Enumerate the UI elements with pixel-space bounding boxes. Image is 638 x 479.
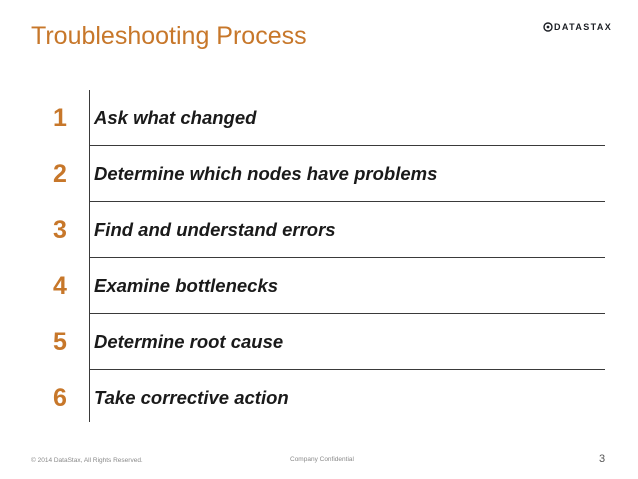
step-number: 1 [53, 104, 67, 132]
step-label: Ask what changed [94, 107, 257, 128]
step-label: Take corrective action [94, 387, 289, 408]
step-row-4 [0, 258, 638, 314]
step-number: 2 [53, 160, 67, 188]
step-number: 5 [53, 328, 67, 356]
step-row-2 [0, 146, 638, 202]
step-row-1 [0, 90, 638, 146]
step-label: Find and understand errors [94, 219, 336, 240]
step-row-6 [0, 370, 638, 426]
logo-wordmark: DATASTAX [554, 22, 613, 32]
step-number: 3 [53, 216, 67, 244]
page-number: 3 [599, 453, 606, 465]
step-number: 6 [53, 384, 67, 412]
step-label: Examine bottlenecks [94, 275, 279, 296]
footer-confidential: Company Confidential [290, 456, 354, 463]
step-label: Determine root cause [94, 331, 284, 352]
datastax-logo-icon [543, 22, 553, 32]
footer-copyright: © 2014 DataStax, All Rights Reserved. [31, 457, 143, 464]
step-row-3 [0, 202, 638, 258]
datastax-logo [543, 20, 618, 34]
slide-title: Troubleshooting Process [31, 22, 307, 50]
step-row-5 [0, 314, 638, 370]
step-number: 4 [53, 272, 67, 300]
step-label: Determine which nodes have problems [94, 163, 438, 184]
